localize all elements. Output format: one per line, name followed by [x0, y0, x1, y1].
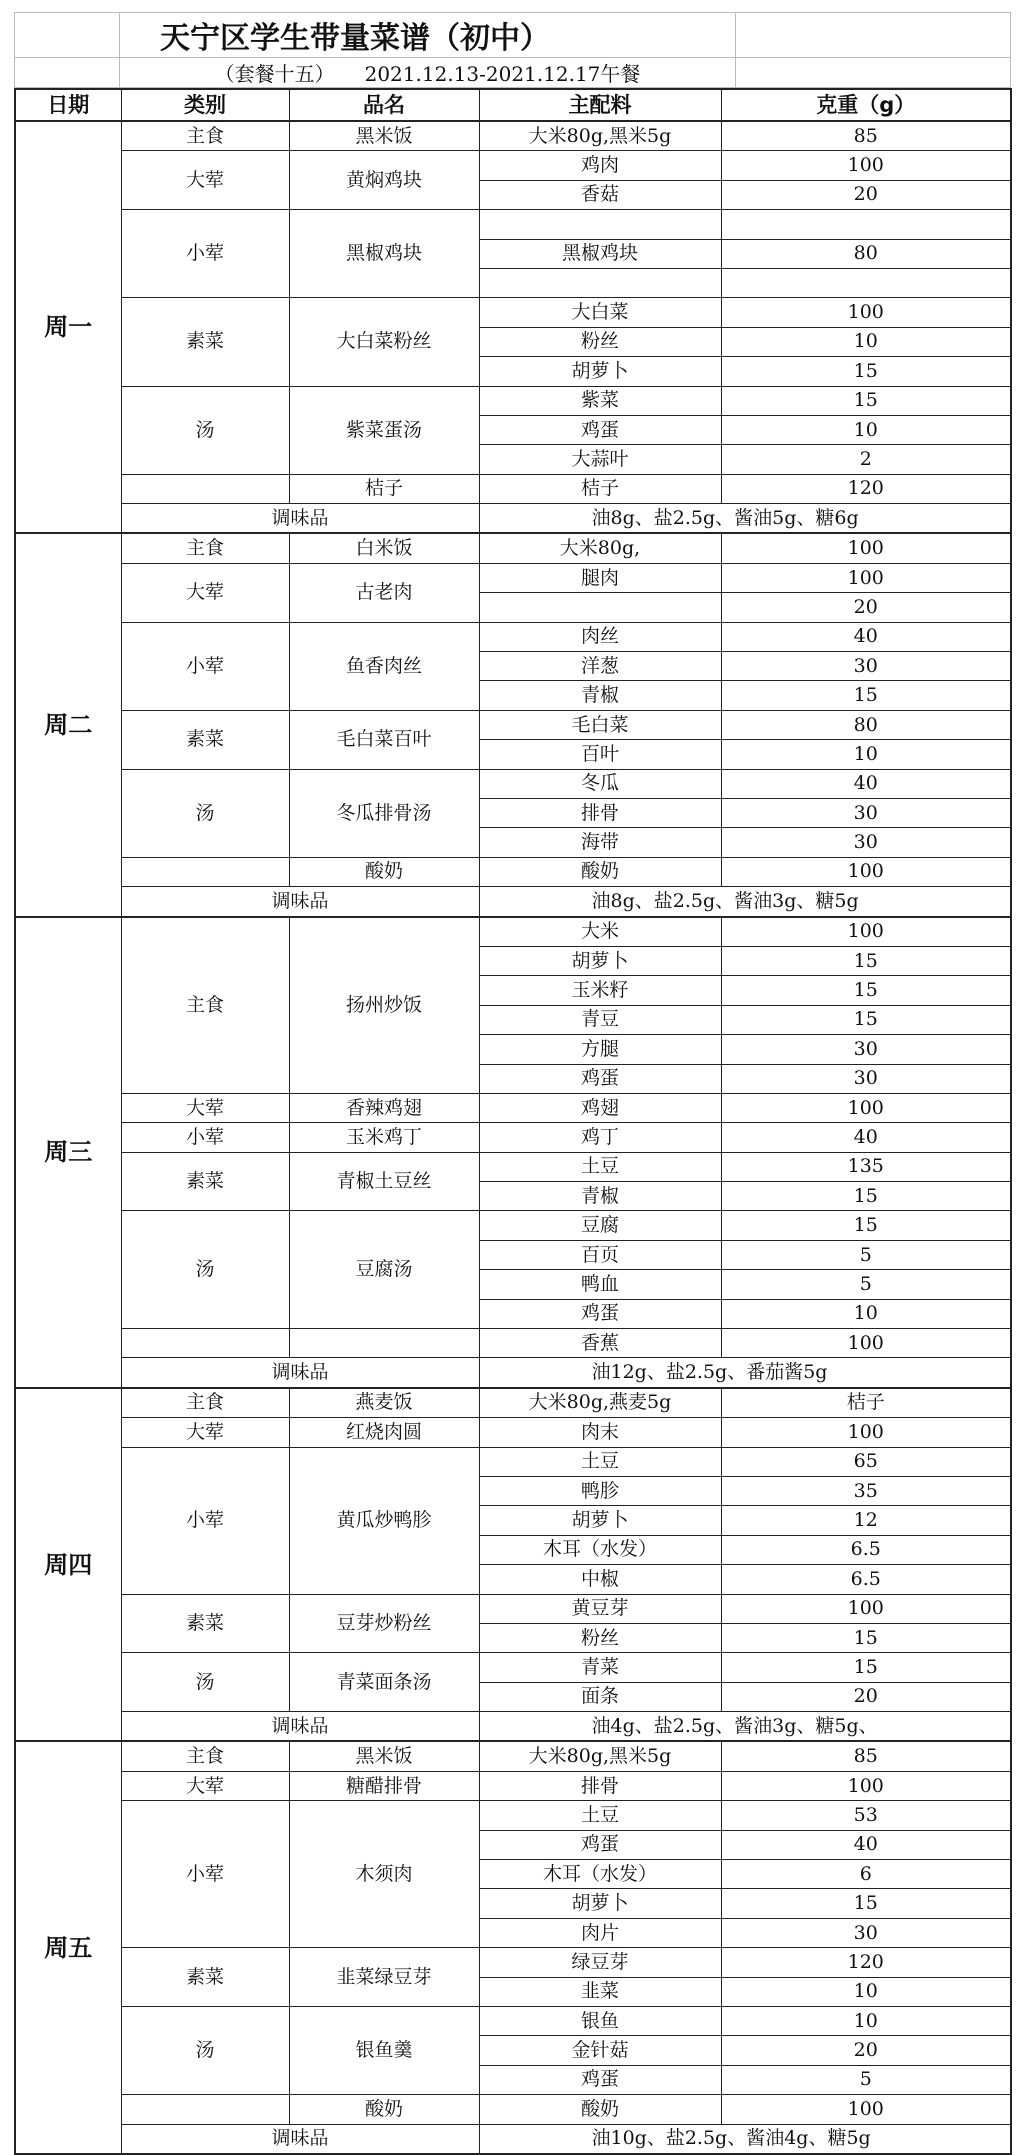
ingredient-cell: 鸡蛋 — [479, 1064, 721, 1093]
weight-cell: 15 — [721, 357, 1011, 386]
weight-cell: 10 — [721, 1299, 1011, 1328]
category-cell: 汤 — [121, 2007, 289, 2095]
ingredient-cell: 海带 — [479, 828, 721, 857]
table-row — [15, 857, 1011, 886]
weight-cell: 135 — [721, 1152, 1011, 1181]
dish-cell: 紫菜蛋汤 — [289, 386, 479, 474]
ingredient-cell: 排骨 — [479, 1771, 721, 1800]
condiment-row — [15, 1358, 1011, 1388]
dish-cell: 白米饭 — [289, 533, 479, 563]
category-cell — [121, 1329, 289, 1358]
ingredient-cell: 黄豆芽 — [479, 1594, 721, 1623]
page-title: 天宁区学生带量菜谱（初中） — [120, 13, 736, 58]
category-cell: 素菜 — [121, 1594, 289, 1653]
table-row — [15, 1418, 1011, 1447]
ingredient-cell: 青椒 — [479, 681, 721, 710]
day-label: 周五 — [15, 1741, 121, 2153]
table-row — [15, 1741, 1011, 1771]
dish-cell: 毛白菜百叶 — [289, 710, 479, 769]
dish-cell: 豆腐汤 — [289, 1211, 479, 1329]
condiment-label: 调味品 — [121, 2124, 479, 2154]
ingredient-cell: 鸡肉 — [479, 151, 721, 180]
weight-cell: 5 — [721, 1270, 1011, 1299]
category-cell: 主食 — [121, 917, 289, 1094]
category-cell: 主食 — [121, 533, 289, 563]
ingredient-cell: 大蒜叶 — [479, 445, 721, 474]
dish-cell: 黑椒鸡块 — [289, 210, 479, 298]
ingredient-cell: 金针菇 — [479, 2036, 721, 2065]
table-row — [15, 1771, 1011, 1800]
weight-cell: 100 — [721, 1418, 1011, 1447]
dish-cell: 糖醋排骨 — [289, 1771, 479, 1800]
ingredient-cell: 百页 — [479, 1240, 721, 1269]
ingredient-cell: 大米80g,燕麦5g — [479, 1388, 721, 1418]
table-row — [15, 1801, 1011, 1830]
weight-cell: 100 — [721, 857, 1011, 886]
ingredient-cell: 粉丝 — [479, 1623, 721, 1652]
condiment-label: 调味品 — [121, 504, 479, 534]
dish-cell: 红烧肉圆 — [289, 1418, 479, 1447]
weight-cell: 100 — [721, 563, 1011, 592]
category-cell: 素菜 — [121, 298, 289, 386]
category-cell — [121, 2095, 289, 2124]
weight-cell: 2 — [721, 445, 1011, 474]
weight-cell: 40 — [721, 769, 1011, 798]
ingredient-cell: 酸奶 — [479, 2095, 721, 2124]
category-cell — [121, 474, 289, 503]
weight-cell: 6 — [721, 1860, 1011, 1889]
ingredient-cell: 大米80g, — [479, 533, 721, 563]
table-row — [15, 769, 1011, 798]
dish-cell: 香辣鸡翅 — [289, 1093, 479, 1122]
condiment-row — [15, 504, 1011, 534]
weight-cell: 15 — [721, 1889, 1011, 1918]
ingredient-cell: 毛白菜 — [479, 710, 721, 739]
weight-cell: 10 — [721, 1977, 1011, 2006]
category-cell: 小荤 — [121, 622, 289, 710]
condiment-row — [15, 887, 1011, 917]
ingredient-cell: 腿肉 — [479, 563, 721, 592]
category-cell: 汤 — [121, 386, 289, 474]
weight-cell — [721, 268, 1011, 297]
condiment-label: 调味品 — [121, 1712, 479, 1742]
category-cell: 素菜 — [121, 1948, 289, 2007]
ingredient-cell: 鸭血 — [479, 1270, 721, 1299]
table-row — [15, 1152, 1011, 1181]
weight-cell: 120 — [721, 474, 1011, 503]
table-row — [15, 1594, 1011, 1623]
weight-cell: 20 — [721, 593, 1011, 622]
table-row — [15, 386, 1011, 415]
ingredient-cell: 肉末 — [479, 1418, 721, 1447]
ingredient-cell — [479, 210, 721, 239]
weight-cell: 100 — [721, 1329, 1011, 1358]
dish-cell: 酸奶 — [289, 857, 479, 886]
ingredient-cell: 冬瓜 — [479, 769, 721, 798]
category-cell: 小荤 — [121, 1123, 289, 1152]
category-cell: 汤 — [121, 769, 289, 857]
ingredient-cell: 紫菜 — [479, 386, 721, 415]
ingredient-cell: 鸡翅 — [479, 1093, 721, 1122]
weight-cell: 35 — [721, 1476, 1011, 1505]
category-cell: 大荤 — [121, 1093, 289, 1122]
condiment-value: 油12g、盐2.5g、番茄酱5g — [479, 1358, 1011, 1388]
table-row — [15, 1447, 1011, 1476]
weight-cell: 15 — [721, 386, 1011, 415]
condiment-value: 油10g、盐2.5g、酱油4g、糖5g — [479, 2124, 1011, 2154]
table-row — [15, 210, 1011, 239]
weight-cell: 15 — [721, 1623, 1011, 1652]
weight-cell: 10 — [721, 327, 1011, 356]
table-row — [15, 1329, 1011, 1358]
day-label: 周三 — [15, 917, 121, 1388]
column-header-weight: 克重（g） — [721, 89, 1011, 121]
weight-cell: 15 — [721, 946, 1011, 975]
ingredient-cell: 玉米籽 — [479, 976, 721, 1005]
category-cell: 主食 — [121, 121, 289, 151]
table-row — [15, 1653, 1011, 1682]
weight-cell: 100 — [721, 151, 1011, 180]
ingredient-cell: 银鱼 — [479, 2007, 721, 2036]
menu-body — [15, 121, 1011, 2154]
table-row — [15, 1211, 1011, 1240]
weight-cell: 15 — [721, 1182, 1011, 1211]
table-row — [15, 710, 1011, 739]
weight-cell: 30 — [721, 798, 1011, 827]
table-row — [15, 121, 1011, 151]
day-label: 周一 — [15, 121, 121, 533]
ingredient-cell: 胡萝卜 — [479, 946, 721, 975]
category-cell: 大荤 — [121, 1418, 289, 1447]
weight-cell: 15 — [721, 681, 1011, 710]
ingredient-cell: 洋葱 — [479, 652, 721, 681]
ingredient-cell: 大米80g,黑米5g — [479, 121, 721, 151]
dish-cell: 黄瓜炒鸭胗 — [289, 1447, 479, 1594]
table-row — [15, 151, 1011, 180]
category-cell — [121, 857, 289, 886]
weight-cell: 100 — [721, 1594, 1011, 1623]
ingredient-cell: 大米80g,黑米5g — [479, 1741, 721, 1771]
weight-cell: 30 — [721, 1035, 1011, 1064]
weight-cell: 40 — [721, 622, 1011, 651]
weight-cell: 30 — [721, 1064, 1011, 1093]
ingredient-cell: 鸡丁 — [479, 1123, 721, 1152]
ingredient-cell: 胡萝卜 — [479, 1506, 721, 1535]
dish-cell: 青椒土豆丝 — [289, 1152, 479, 1211]
table-row — [15, 2095, 1011, 2124]
ingredient-cell: 中椒 — [479, 1565, 721, 1594]
ingredient-cell: 大米 — [479, 917, 721, 947]
category-cell: 汤 — [121, 1211, 289, 1329]
ingredient-cell — [479, 593, 721, 622]
weight-cell: 20 — [721, 2036, 1011, 2065]
weight-cell: 30 — [721, 828, 1011, 857]
ingredient-cell: 酸奶 — [479, 857, 721, 886]
weight-cell: 85 — [721, 1741, 1011, 1771]
table-row — [15, 533, 1011, 563]
ingredient-cell: 香菇 — [479, 180, 721, 209]
dish-cell: 酸奶 — [289, 2095, 479, 2124]
weight-cell: 30 — [721, 652, 1011, 681]
weight-cell: 20 — [721, 1682, 1011, 1711]
ingredient-cell: 鸭胗 — [479, 1476, 721, 1505]
sheet-header — [14, 12, 1011, 88]
weight-cell: 12 — [721, 1506, 1011, 1535]
weight-cell: 15 — [721, 1653, 1011, 1682]
ingredient-cell: 绿豆芽 — [479, 1948, 721, 1977]
page-subtitle: （套餐十五） 2021.12.13-2021.12.17午餐 — [120, 58, 736, 88]
dish-cell: 黑米饭 — [289, 121, 479, 151]
dish-cell — [289, 1329, 479, 1358]
column-header-ingredient: 主配料 — [479, 89, 721, 121]
table-row — [15, 1388, 1011, 1418]
table-row — [15, 1093, 1011, 1122]
weight-cell: 15 — [721, 976, 1011, 1005]
weight-cell: 100 — [721, 1771, 1011, 1800]
ingredient-cell: 鸡蛋 — [479, 1299, 721, 1328]
category-cell: 大荤 — [121, 1771, 289, 1800]
ingredient-cell: 香蕉 — [479, 1329, 721, 1358]
category-cell: 素菜 — [121, 1152, 289, 1211]
dish-cell: 扬州炒饭 — [289, 917, 479, 1094]
dish-cell: 木须肉 — [289, 1801, 479, 1948]
weight-cell: 6.5 — [721, 1535, 1011, 1564]
weight-cell: 10 — [721, 415, 1011, 444]
ingredient-cell — [479, 268, 721, 297]
table-row — [15, 1948, 1011, 1977]
category-cell: 大荤 — [121, 563, 289, 622]
weight-cell: 100 — [721, 917, 1011, 947]
category-cell: 汤 — [121, 1653, 289, 1712]
day-label: 周二 — [15, 533, 121, 916]
ingredient-cell: 土豆 — [479, 1152, 721, 1181]
ingredient-cell: 胡萝卜 — [479, 1889, 721, 1918]
weight-cell: 53 — [721, 1801, 1011, 1830]
weight-cell: 100 — [721, 1093, 1011, 1122]
condiment-label: 调味品 — [121, 1358, 479, 1388]
ingredient-cell: 百叶 — [479, 740, 721, 769]
weight-cell: 15 — [721, 1211, 1011, 1240]
weight-cell: 100 — [721, 533, 1011, 563]
menu-table — [14, 88, 1012, 2155]
day-label: 周四 — [15, 1388, 121, 1742]
table-row — [15, 474, 1011, 503]
column-header-dish: 品名 — [289, 89, 479, 121]
ingredient-cell: 排骨 — [479, 798, 721, 827]
weight-cell: 40 — [721, 1830, 1011, 1859]
ingredient-cell: 韭菜 — [479, 1977, 721, 2006]
ingredient-cell: 土豆 — [479, 1447, 721, 1476]
weight-cell: 80 — [721, 239, 1011, 268]
ingredient-cell: 方腿 — [479, 1035, 721, 1064]
table-row — [15, 2007, 1011, 2036]
category-cell: 小荤 — [121, 1801, 289, 1948]
category-cell: 主食 — [121, 1741, 289, 1771]
table-row — [15, 563, 1011, 592]
dish-cell: 银鱼羹 — [289, 2007, 479, 2095]
weight-cell: 10 — [721, 2007, 1011, 2036]
weight-cell — [721, 210, 1011, 239]
dish-cell: 冬瓜排骨汤 — [289, 769, 479, 857]
ingredient-cell: 青菜 — [479, 1653, 721, 1682]
dish-cell: 桔子 — [289, 474, 479, 503]
dish-cell: 黑米饭 — [289, 1741, 479, 1771]
weight-cell: 20 — [721, 180, 1011, 209]
category-cell: 主食 — [121, 1388, 289, 1418]
condiment-label: 调味品 — [121, 887, 479, 917]
ingredient-cell: 面条 — [479, 1682, 721, 1711]
ingredient-cell: 肉丝 — [479, 622, 721, 651]
condiment-row — [15, 2124, 1011, 2154]
dish-cell: 大白菜粉丝 — [289, 298, 479, 386]
weight-cell: 80 — [721, 710, 1011, 739]
ingredient-cell: 青椒 — [479, 1182, 721, 1211]
ingredient-cell: 木耳（水发） — [479, 1535, 721, 1564]
ingredient-cell: 肉片 — [479, 1918, 721, 1947]
dish-cell: 青菜面条汤 — [289, 1653, 479, 1712]
ingredient-cell: 鸡蛋 — [479, 415, 721, 444]
ingredient-cell: 青豆 — [479, 1005, 721, 1034]
dish-cell: 鱼香肉丝 — [289, 622, 479, 710]
table-row — [15, 298, 1011, 327]
condiment-value: 油8g、盐2.5g、酱油5g、糖6g — [479, 504, 1011, 534]
column-header-category: 类别 — [121, 89, 289, 121]
category-cell: 小荤 — [121, 1447, 289, 1594]
ingredient-cell: 大白菜 — [479, 298, 721, 327]
dish-cell: 玉米鸡丁 — [289, 1123, 479, 1152]
column-header-date: 日期 — [15, 89, 121, 121]
table-row — [15, 1123, 1011, 1152]
dish-cell: 古老肉 — [289, 563, 479, 622]
weight-cell: 10 — [721, 740, 1011, 769]
dish-cell: 燕麦饭 — [289, 1388, 479, 1418]
weight-cell: 30 — [721, 1918, 1011, 1947]
category-cell: 素菜 — [121, 710, 289, 769]
dish-cell: 黄焖鸡块 — [289, 151, 479, 210]
ingredient-cell: 鸡蛋 — [479, 1830, 721, 1859]
ingredient-cell: 黑椒鸡块 — [479, 239, 721, 268]
weight-cell: 15 — [721, 1005, 1011, 1034]
ingredient-cell: 粉丝 — [479, 327, 721, 356]
weight-cell: 6.5 — [721, 1565, 1011, 1594]
condiment-value: 油8g、盐2.5g、酱油3g、糖5g — [479, 887, 1011, 917]
table-row — [15, 917, 1011, 947]
ingredient-cell: 桔子 — [479, 474, 721, 503]
weight-cell: 100 — [721, 298, 1011, 327]
ingredient-cell: 豆腐 — [479, 1211, 721, 1240]
ingredient-cell: 木耳（水发） — [479, 1860, 721, 1889]
weight-cell: 5 — [721, 2065, 1011, 2094]
weight-cell: 桔子 — [721, 1388, 1011, 1418]
weight-cell: 65 — [721, 1447, 1011, 1476]
menu-sheet — [14, 12, 1010, 2155]
condiment-value: 油4g、盐2.5g、酱油3g、糖5g、 — [479, 1712, 1011, 1742]
weight-cell: 100 — [721, 2095, 1011, 2124]
category-cell: 小荤 — [121, 210, 289, 298]
weight-cell: 40 — [721, 1123, 1011, 1152]
condiment-row — [15, 1712, 1011, 1742]
ingredient-cell: 土豆 — [479, 1801, 721, 1830]
category-cell: 大荤 — [121, 151, 289, 210]
table-row — [15, 622, 1011, 651]
header-row — [15, 89, 1011, 121]
dish-cell: 豆芽炒粉丝 — [289, 1594, 479, 1653]
ingredient-cell: 鸡蛋 — [479, 2065, 721, 2094]
dish-cell: 韭菜绿豆芽 — [289, 1948, 479, 2007]
weight-cell: 85 — [721, 121, 1011, 151]
ingredient-cell: 胡萝卜 — [479, 357, 721, 386]
weight-cell: 5 — [721, 1240, 1011, 1269]
weight-cell: 120 — [721, 1948, 1011, 1977]
